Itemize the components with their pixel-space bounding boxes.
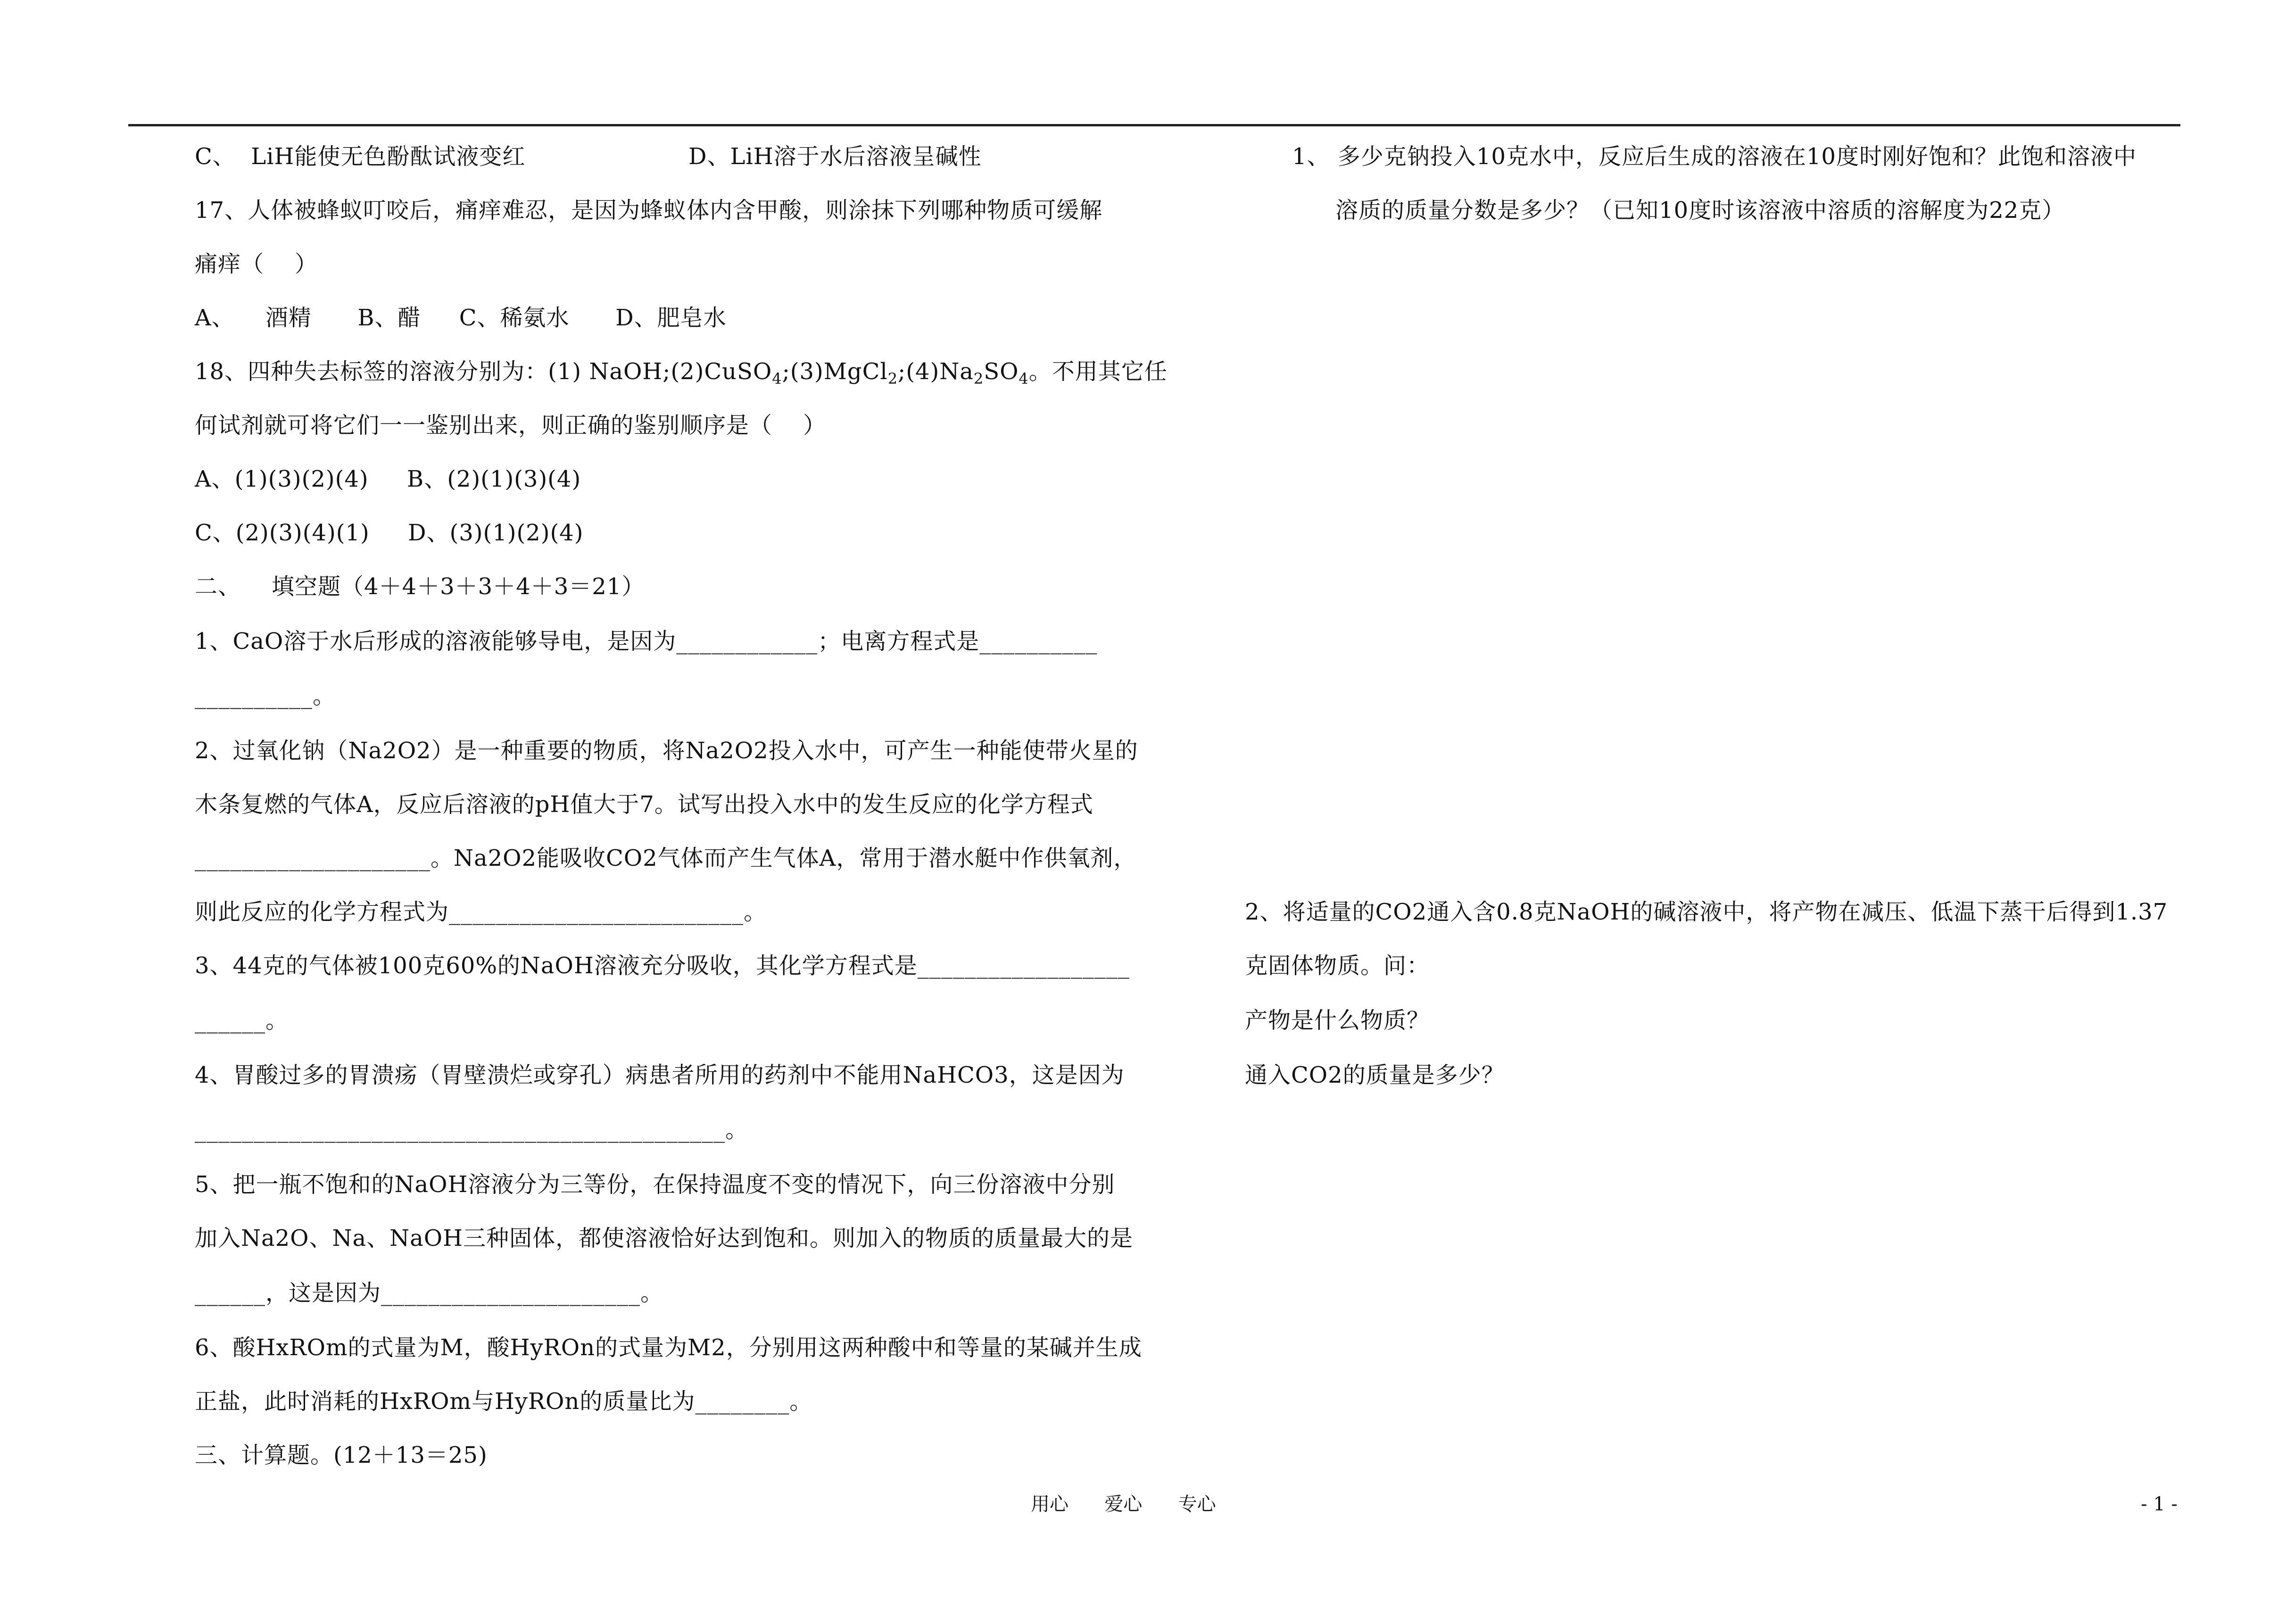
q18-sub-2: 2 — [887, 370, 898, 388]
page-number: - 1 - — [2141, 1493, 2178, 1515]
header-rule — [128, 124, 2180, 126]
q18-options-ab: A、(1)(3)(2)(4) B、(2)(1)(3)(4) — [195, 466, 581, 492]
q18-line1 — [195, 357, 1168, 393]
q18-text-d: SO — [984, 358, 1019, 385]
fill2-line2: 木条复燃的气体A，反应后溶液的pH值大于7。试写出投入水中的发生反应的化学方程式 — [195, 791, 1094, 818]
calc2-question2: 通入CO2的质量是多少？ — [1245, 1062, 1505, 1088]
q18-line2: 何试剂就可将它们一一鉴别出来，则正确的鉴别顺序是（ ） — [195, 412, 827, 439]
section3-title: 三、计算题。(12＋13＝25) — [195, 1442, 488, 1468]
fill5-line2: 加入Na2O、Na、NaOH三种固体，都使溶液恰好达到饱和。则加入的物质的质量最大的是 — [195, 1225, 1133, 1251]
footer-motto: 用心 爱心 专心 — [1031, 1493, 1216, 1515]
fill1-line2: __________。 — [195, 683, 336, 709]
q18-text-b: ;(3)MgCl — [782, 358, 888, 385]
fill5-line1: 5、把一瓶不饱和的NaOH溶液分为三等份，在保持温度不变的情况下，向三份溶液中分别 — [195, 1171, 1115, 1198]
q17-line2: 痛痒（ ） — [195, 251, 318, 277]
q16-option-c: C、 LiH能使无色酚酞试液变红 — [195, 143, 526, 170]
q18-sub-3: 2 — [973, 370, 984, 388]
q17-line1: 17、人体被蜂蚁叮咬后，痛痒难忍，是因为蜂蚁体内含甲酸，则涂抹下列哪种物质可缓解 — [195, 197, 1103, 224]
fill3-line1: 3、44克的气体被100克60%的NaOH溶液充分吸收，其化学方程式是__________________ — [195, 953, 1130, 979]
fill3-line2: ______。 — [195, 1007, 289, 1034]
fill6-line2: 正盐，此时消耗的HxROm与HyROn的质量比为________。 — [195, 1388, 813, 1415]
fill1-line1: 1、CaO溶于水后形成的溶液能够导电，是因为____________；电离方程式是__________ — [195, 628, 1098, 655]
q17-options: A、 酒精 B、醋 C、稀氨水 D、肥皂水 — [195, 305, 727, 331]
fill4-line2: _____________________________________________。 — [195, 1117, 749, 1143]
q18-text-e: 。不用其它任 — [1028, 358, 1168, 385]
fill2-line3: ____________________。Na2O2能吸收CO2气体而产生气体A，常用于潜水艇中作供氧剂， — [195, 845, 1137, 871]
calc2-question1: 产物是什么物质？ — [1245, 1007, 1430, 1034]
calc1-line2: 溶质的质量分数是多少？（已知10度时该溶液中溶质的溶解度为22克） — [1335, 197, 2065, 224]
fill6-line1: 6、酸HxROm的式量为M，酸HyROn的式量为M2，分别用这两种酸中和等量的某碱并生成 — [195, 1334, 1142, 1361]
q18-text-c: ;(4)Na — [898, 358, 974, 385]
calc1-line1: 1、 多少克钠投入10克水中，反应后生成的溶液在10度时刚好饱和？此饱和溶液中 — [1292, 143, 2137, 170]
fill4-line1: 4、胃酸过多的胃溃疡（胃壁溃烂或穿孔）病患者所用的药剂中不能用NaHCO3，这是因为 — [195, 1062, 1125, 1088]
q18-sub-4: 4 — [1019, 370, 1029, 388]
q18-text-a: 18、四种失去标签的溶液分别为：(1) NaOH;(2)CuSO — [195, 358, 772, 385]
q18-sub-1: 4 — [772, 370, 782, 388]
fill2-line1: 2、过氧化钠（Na2O2）是一种重要的物质，将Na2O2投入水中，可产生一种能使带火星的 — [195, 737, 1138, 764]
q18-options-cd: C、(2)(3)(4)(1) D、(3)(1)(2)(4) — [195, 520, 584, 546]
section2-title: 二、 填空题（4＋4＋3＋3＋4＋3＝21） — [195, 573, 645, 600]
calc2-line1: 2、将适量的CO2通入含0.8克NaOH的碱溶液中，将产物在减压、低温下蒸干后得到1.37 — [1245, 899, 2168, 925]
q16-option-d: D、LiH溶于水后溶液呈碱性 — [688, 143, 982, 170]
fill5-line3: ______，这是因为______________________。 — [195, 1280, 664, 1306]
fill2-line4: 则此反应的化学方程式为_________________________。 — [195, 899, 767, 925]
calc2-line2: 克固体物质。问： — [1245, 953, 1430, 979]
